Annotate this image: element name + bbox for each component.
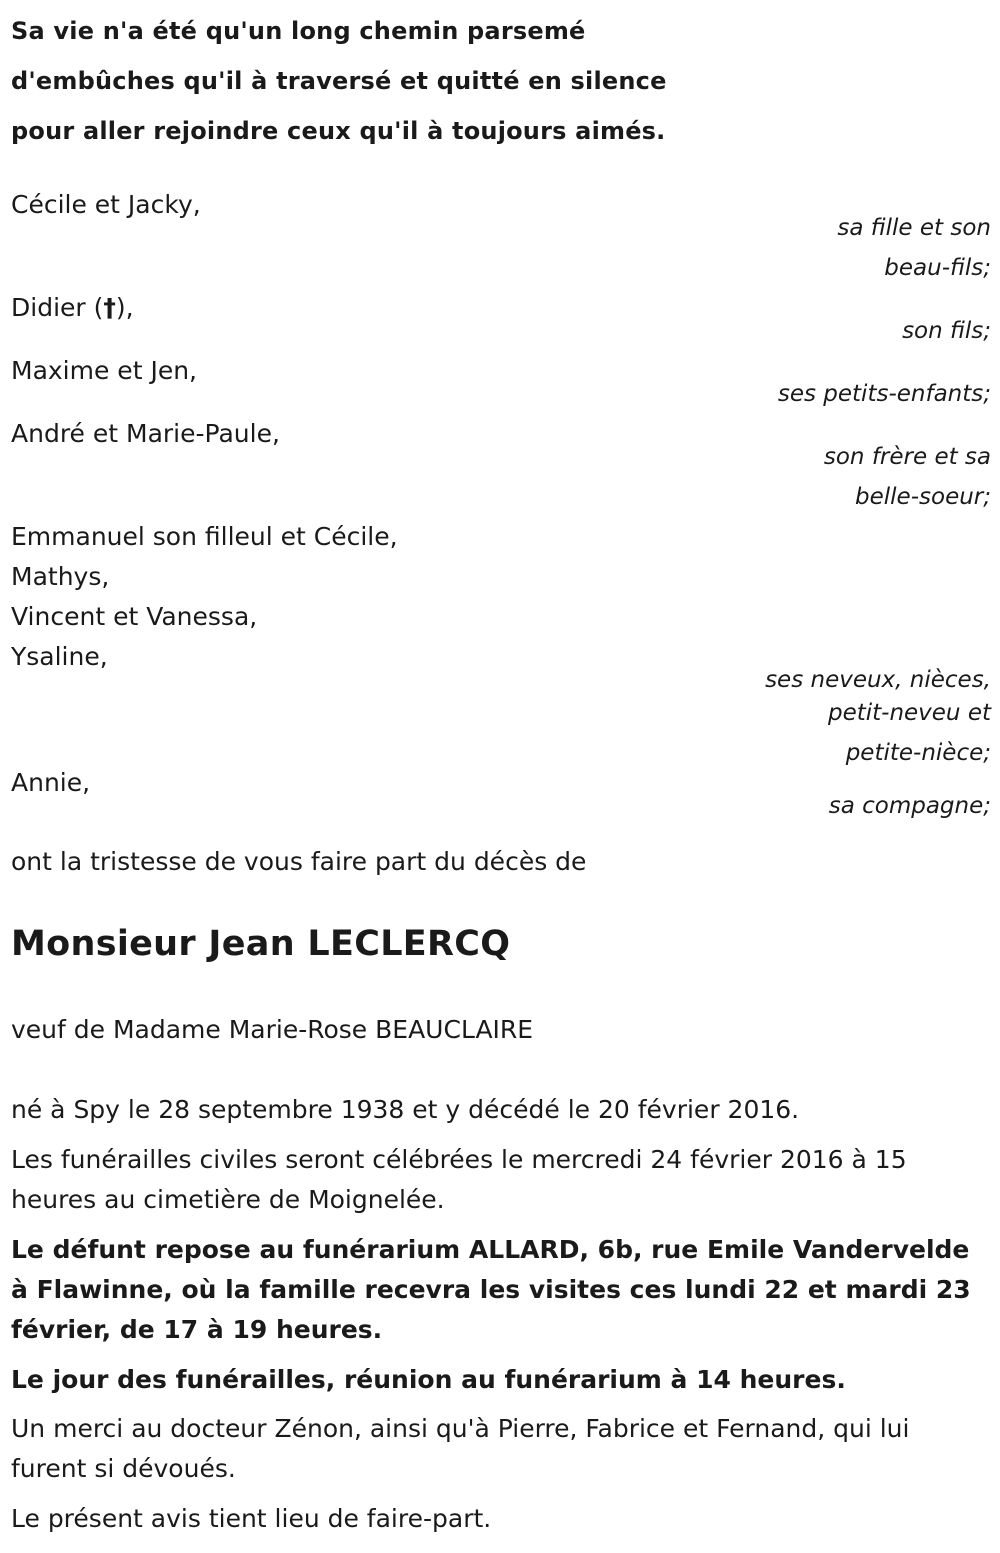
family-name-annie: Annie, xyxy=(11,768,91,797)
funeral-paragraph: Les funérailles civiles seront célébrées le mercredi 24 février 2016 à 15 heures au cimetière de Moignelée. xyxy=(11,1145,907,1214)
relation-line: belle-soeur; xyxy=(855,484,991,510)
meeting-paragraph: Le jour des funérailles, réunion au funérarium à 14 heures. xyxy=(11,1365,846,1394)
relation-line: ses petits-enfants; xyxy=(777,381,991,407)
widow-of: veuf de Madame Marie-Rose BEAUCLAIRE xyxy=(11,1015,534,1044)
epitaph-line: d'embûches qu'il à traversé et quitté en silence xyxy=(11,67,667,95)
relation-line: sa fille et son xyxy=(837,215,991,241)
notice-paragraph: Le présent avis tient lieu de faire-part. xyxy=(11,1504,492,1533)
epitaph-line: pour aller rejoindre ceux qu'il à toujours aimés. xyxy=(11,117,666,145)
family-name-andre-mp: André et Marie-Paule, xyxy=(11,419,280,448)
didier-close: ), xyxy=(115,293,134,322)
relation-cecile-jacky xyxy=(837,208,991,288)
family-name-didier xyxy=(11,288,134,328)
relation-line: sa compagne; xyxy=(828,793,991,819)
family-name-mathys: Mathys, xyxy=(11,562,110,591)
relation-line: beau-fils; xyxy=(884,255,991,281)
relation-line: petite-nièce; xyxy=(845,740,991,766)
family-name-cecile-jacky: Cécile et Jacky, xyxy=(11,190,201,219)
birth-death-paragraph: né à Spy le 28 septembre 1938 et y décédé le 20 février 2016. xyxy=(11,1095,800,1124)
cross-icon: † xyxy=(103,293,116,322)
obituary-notice xyxy=(11,0,991,1553)
relation-line: petit-neveu et xyxy=(827,700,991,726)
family-name-emmanuel: Emmanuel son filleul et Cécile, xyxy=(11,522,398,551)
relation-line: son frère et sa xyxy=(823,444,991,470)
thanks-paragraph: Un merci au docteur Zénon, ainsi qu'à Pierre, Fabrice et Fernand, qui lui furent si dévoués. xyxy=(11,1414,910,1483)
deceased-name: Monsieur Jean LECLERCQ xyxy=(11,924,511,964)
resting-place-paragraph: Le défunt repose au funérarium ALLARD, 6b, rue Emile Vandervelde à Flawinne, où la famille recevra les visites ces lundi 22 et mardi 23 février, de 17 à 19 heures. xyxy=(11,1235,971,1344)
family-name-ysaline: Ysaline, xyxy=(11,642,108,671)
epitaph-line: Sa vie n'a été qu'un long chemin parsemé xyxy=(11,17,586,45)
relation-line: ses neveux, nièces, xyxy=(765,667,991,693)
announcement-intro: ont la tristesse de vous faire part du décès de xyxy=(11,847,587,876)
family-name-vincent: Vincent et Vanessa, xyxy=(11,602,258,631)
didier-name: Didier ( xyxy=(11,293,104,322)
family-name-maxime-jen: Maxime et Jen, xyxy=(11,356,197,385)
relation-didier xyxy=(902,311,991,351)
relation-maxime-jen xyxy=(778,374,991,414)
epitaph xyxy=(11,6,971,156)
relation-andre-mp xyxy=(824,437,991,517)
relation-line: son fils; xyxy=(902,318,991,344)
relation-annie xyxy=(829,786,991,826)
relation-nephews xyxy=(765,667,991,773)
